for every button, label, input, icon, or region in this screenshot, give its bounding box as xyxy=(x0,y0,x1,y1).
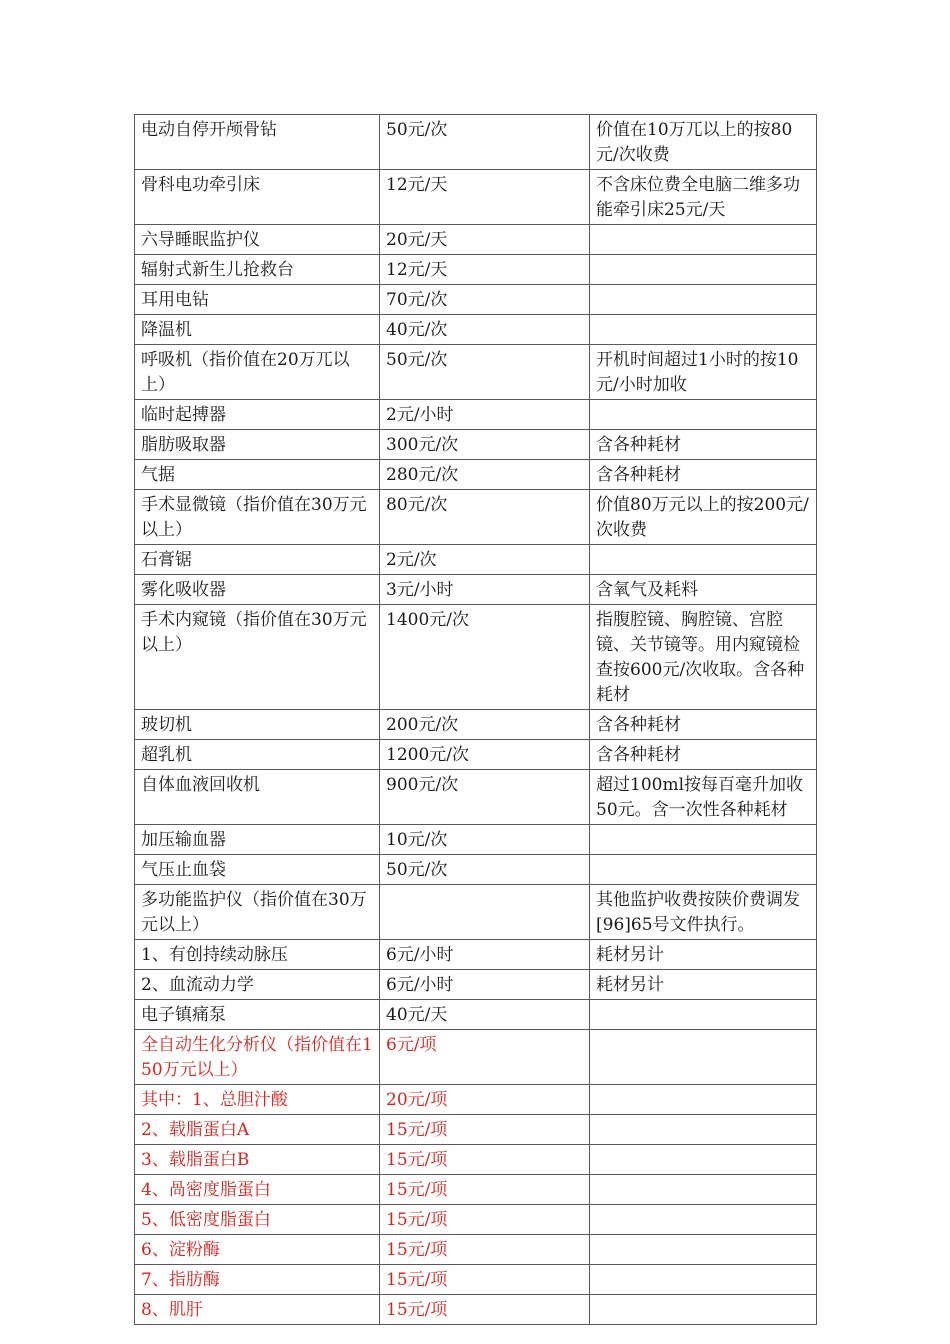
price-cell: 15元/项 xyxy=(380,1295,590,1325)
note-cell xyxy=(590,1030,817,1085)
price-cell: 2元/次 xyxy=(380,545,590,575)
note-cell xyxy=(590,1265,817,1295)
price-cell: 40元/天 xyxy=(380,1000,590,1030)
table-row xyxy=(135,490,817,545)
item-name-cell: 电子镇痛泵 xyxy=(135,1000,380,1030)
table-row xyxy=(135,255,817,285)
item-name-cell: 降温机 xyxy=(135,315,380,345)
note-cell xyxy=(590,315,817,345)
table-row xyxy=(135,770,817,825)
price-cell: 50元/次 xyxy=(380,345,590,400)
note-cell xyxy=(590,1295,817,1325)
table-row xyxy=(135,1175,817,1205)
note-cell xyxy=(590,225,817,255)
table-row xyxy=(135,940,817,970)
item-name-cell: 全自动生化分析仪（指价值在150万元以上） xyxy=(135,1030,380,1085)
note-cell xyxy=(590,855,817,885)
note-cell xyxy=(590,1000,817,1030)
note-cell: 耗材另计 xyxy=(590,970,817,1000)
note-cell: 含各种耗材 xyxy=(590,430,817,460)
note-cell xyxy=(590,255,817,285)
fee-table xyxy=(134,114,817,1325)
table-row xyxy=(135,1115,817,1145)
table-row xyxy=(135,315,817,345)
note-cell: 其他监护收费按陕价费调发[96]65号文件执行。 xyxy=(590,885,817,940)
table-row xyxy=(135,285,817,315)
item-name-cell: 8、肌肝 xyxy=(135,1295,380,1325)
item-name-cell: 临时起搏器 xyxy=(135,400,380,430)
item-name-cell: 多功能监护仪（指价值在30万元以上） xyxy=(135,885,380,940)
price-cell: 15元/项 xyxy=(380,1145,590,1175)
price-cell: 1400元/次 xyxy=(380,605,590,710)
item-name-cell: 脂肪吸取器 xyxy=(135,430,380,460)
item-name-cell: 加压输血器 xyxy=(135,825,380,855)
table-row xyxy=(135,1085,817,1115)
price-cell: 15元/项 xyxy=(380,1265,590,1295)
table-row xyxy=(135,575,817,605)
price-cell: 20元/项 xyxy=(380,1085,590,1115)
note-cell xyxy=(590,285,817,315)
note-cell xyxy=(590,1115,817,1145)
item-name-cell: 石膏锯 xyxy=(135,545,380,575)
table-row xyxy=(135,345,817,400)
price-cell: 6元/小时 xyxy=(380,940,590,970)
price-cell: 280元/次 xyxy=(380,460,590,490)
table-row xyxy=(135,400,817,430)
table-row xyxy=(135,115,817,170)
item-name-cell: 2、载脂蛋白A xyxy=(135,1115,380,1145)
item-name-cell: 玻切机 xyxy=(135,710,380,740)
item-name-cell: 耳用电钻 xyxy=(135,285,380,315)
table-row xyxy=(135,170,817,225)
price-cell xyxy=(380,885,590,940)
item-name-cell: 六导睡眠监护仪 xyxy=(135,225,380,255)
item-name-cell: 呼吸机（指价值在20万兀以上） xyxy=(135,345,380,400)
item-name-cell: 电动自停开颅骨钻 xyxy=(135,115,380,170)
price-cell: 6元/小时 xyxy=(380,970,590,1000)
item-name-cell: 雾化吸收器 xyxy=(135,575,380,605)
item-name-cell: 2、血流动力学 xyxy=(135,970,380,1000)
note-cell: 含各种耗材 xyxy=(590,460,817,490)
price-cell: 10元/次 xyxy=(380,825,590,855)
fee-table-body xyxy=(135,115,817,1325)
price-cell: 50元/次 xyxy=(380,855,590,885)
note-cell: 开机时间超过1小时的按10元/小时加收 xyxy=(590,345,817,400)
note-cell: 含氧气及耗料 xyxy=(590,575,817,605)
price-cell: 70元/次 xyxy=(380,285,590,315)
table-row xyxy=(135,970,817,1000)
item-name-cell: 气据 xyxy=(135,460,380,490)
table-row xyxy=(135,1205,817,1235)
price-cell: 12元/天 xyxy=(380,170,590,225)
table-row xyxy=(135,1145,817,1175)
note-cell xyxy=(590,825,817,855)
table-row xyxy=(135,1030,817,1085)
note-cell xyxy=(590,1085,817,1115)
note-cell xyxy=(590,400,817,430)
note-cell: 不含床位费全电脑二维多功能牵引床25元/天 xyxy=(590,170,817,225)
note-cell: 超过100ml按每百毫升加收50元。含一次性各种耗材 xyxy=(590,770,817,825)
price-cell: 3元/小时 xyxy=(380,575,590,605)
price-cell: 200元/次 xyxy=(380,710,590,740)
item-name-cell: 超乳机 xyxy=(135,740,380,770)
note-cell: 耗材另计 xyxy=(590,940,817,970)
note-cell xyxy=(590,545,817,575)
table-row xyxy=(135,1265,817,1295)
item-name-cell: 3、载脂蛋白B xyxy=(135,1145,380,1175)
document-page xyxy=(134,114,816,1325)
item-name-cell: 其中：1、总胆汁酸 xyxy=(135,1085,380,1115)
price-cell: 900元/次 xyxy=(380,770,590,825)
note-cell xyxy=(590,1145,817,1175)
table-row xyxy=(135,710,817,740)
price-cell: 15元/项 xyxy=(380,1175,590,1205)
price-cell: 15元/项 xyxy=(380,1235,590,1265)
item-name-cell: 4、咼密度脂蛋白 xyxy=(135,1175,380,1205)
price-cell: 20元/天 xyxy=(380,225,590,255)
price-cell: 15元/项 xyxy=(380,1205,590,1235)
table-row xyxy=(135,1295,817,1325)
note-cell xyxy=(590,1175,817,1205)
item-name-cell: 手术显微镜（指价值在30万元以上） xyxy=(135,490,380,545)
item-name-cell: 手术内窥镜（指价值在30万元以上） xyxy=(135,605,380,710)
price-cell: 6元/项 xyxy=(380,1030,590,1085)
note-cell xyxy=(590,1205,817,1235)
item-name-cell: 骨科电功牵引床 xyxy=(135,170,380,225)
table-row xyxy=(135,855,817,885)
note-cell xyxy=(590,1235,817,1265)
item-name-cell: 7、指肪酶 xyxy=(135,1265,380,1295)
item-name-cell: 6、淀粉酶 xyxy=(135,1235,380,1265)
table-row xyxy=(135,545,817,575)
item-name-cell: 1、有创持续动脉压 xyxy=(135,940,380,970)
note-cell: 价值80万元以上的按200元/次收费 xyxy=(590,490,817,545)
note-cell: 价值在10万兀以上的按80元/次收费 xyxy=(590,115,817,170)
table-row xyxy=(135,1000,817,1030)
table-row xyxy=(135,605,817,710)
item-name-cell: 5、低密度脂蛋白 xyxy=(135,1205,380,1235)
table-row xyxy=(135,885,817,940)
price-cell: 15元/项 xyxy=(380,1115,590,1145)
price-cell: 12元/天 xyxy=(380,255,590,285)
item-name-cell: 自体血液回收机 xyxy=(135,770,380,825)
table-row xyxy=(135,430,817,460)
price-cell: 40元/次 xyxy=(380,315,590,345)
table-row xyxy=(135,740,817,770)
table-row xyxy=(135,225,817,255)
item-name-cell: 辐射式新生儿抢救台 xyxy=(135,255,380,285)
note-cell: 指腹腔镜、胸腔镜、宫腔镜、关节镜等。用内窥镜检查按600元/次收取。含各种耗材 xyxy=(590,605,817,710)
note-cell: 含各种耗材 xyxy=(590,710,817,740)
note-cell: 含各种耗材 xyxy=(590,740,817,770)
price-cell: 300元/次 xyxy=(380,430,590,460)
table-row xyxy=(135,460,817,490)
table-row xyxy=(135,1235,817,1265)
table-row xyxy=(135,825,817,855)
item-name-cell: 气压止血袋 xyxy=(135,855,380,885)
price-cell: 1200元/次 xyxy=(380,740,590,770)
price-cell: 80元/次 xyxy=(380,490,590,545)
price-cell: 2元/小时 xyxy=(380,400,590,430)
price-cell: 50元/次 xyxy=(380,115,590,170)
